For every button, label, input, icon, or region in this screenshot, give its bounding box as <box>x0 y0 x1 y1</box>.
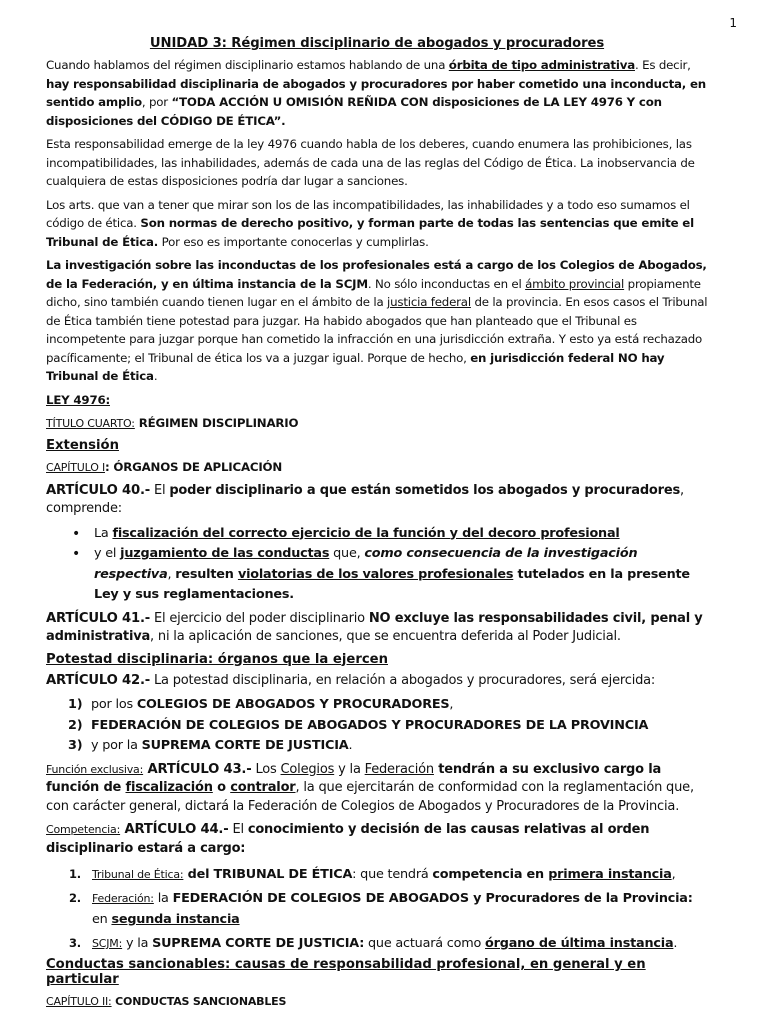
heading-text: RÉGIMEN DISCIPLINARIO <box>134 415 299 430</box>
list-number: 2) <box>68 717 83 733</box>
paragraph-intro <box>46 56 708 130</box>
list-item <box>46 524 708 545</box>
emphasis: conocimiento y decisión de las causas relativas al orden disciplinario estará a cargo: <box>46 822 650 856</box>
text: en <box>92 912 112 927</box>
text: Los arts. que van a tener que mirar son los de las incompatibilidades, las inhabilidades y a todo eso sumamos el código de ética. <box>46 197 690 230</box>
list-number: 2. <box>69 891 81 905</box>
text: , la que ejercitarán de conformidad con la reglamentación que, con carácter general, dictará la Federación de Colegios de Abogados y Procuradores de la Provincia. <box>46 780 694 814</box>
emphasis: La investigación sobre las inconductas de los profesionales está a cargo de los Colegios de Abogados, de la Federación, y en última instancia de la SCJM <box>46 258 707 291</box>
list-number: 3) <box>68 738 83 753</box>
list-item <box>46 864 708 885</box>
bullet-icon: • <box>72 525 81 542</box>
emphasis: tendrán a su exclusivo cargo la función de <box>46 761 662 795</box>
article-40 <box>46 482 708 519</box>
list-item <box>46 736 708 757</box>
text: y la <box>122 936 153 951</box>
chapter-one-heading <box>46 458 708 477</box>
list-item <box>46 888 708 930</box>
text: . <box>673 936 678 951</box>
text: y por la <box>91 738 142 753</box>
paragraph-articles <box>46 196 708 252</box>
emphasis: Son normas de derecho positivo, y forman parte de todas las sentencias que emite el Tribunal de Ética. <box>46 216 694 249</box>
article-44 <box>46 821 708 858</box>
text: La potestad disciplinaria, en relación a abogados y procuradores, será ejercida: <box>150 672 656 688</box>
text: El <box>150 482 170 498</box>
emphasis: resulten <box>175 566 238 582</box>
emphasis: contralor <box>230 780 296 795</box>
emphasis: COLEGIOS DE ABOGADOS Y PROCURADORES <box>136 697 450 712</box>
article-number: ARTÍCULO 44.- <box>120 822 229 837</box>
text: , por <box>141 95 172 109</box>
section-potestad: Potestad disciplinaria: órganos que la ejercen <box>46 651 388 667</box>
emphasis: poder disciplinario a que están sometidos los abogados y procuradores <box>169 482 681 498</box>
text: que, <box>329 546 365 561</box>
text: , ni la aplicación de sanciones, que se encuentra deferida al Poder Judicial. <box>150 629 621 644</box>
item-label: SCJM: <box>92 937 123 950</box>
article-label: Función exclusiva: <box>46 762 144 776</box>
text: , <box>167 566 176 582</box>
text: que actuará como <box>364 936 486 951</box>
section-extension: Extensión <box>46 437 119 453</box>
text: La <box>94 525 113 541</box>
heading-text: : ÓRGANOS DE APLICACIÓN <box>105 459 283 474</box>
emphasis: en jurisdicción federal NO hay Tribunal de Ética <box>46 350 665 383</box>
chapter-two-heading <box>46 992 708 1011</box>
item-label: Federación: <box>92 892 154 905</box>
emphasis: hay responsabilidad disciplinaria de abogados y procuradores por haber cometido una inconducta, en sentido amplio <box>46 76 706 109</box>
list-number: 1. <box>69 867 81 881</box>
heading-label: CAPÍTULO I <box>46 460 105 474</box>
section-conductas: Conductas sancionables: causas de responsabilidad profesional, en general y en particular <box>46 957 646 987</box>
underlined-text: ámbito provincial <box>525 276 625 291</box>
emphasis: como consecuencia de la investigación respectiva <box>94 546 638 582</box>
article-number: ARTÍCULO 42.- <box>46 672 151 688</box>
emphasis: FEDERACIÓN DE COLEGIOS DE ABOGADOS Y PROCURADORES DE LA PROVINCIA <box>91 717 649 733</box>
heading-label: TÍTULO CUARTO: <box>46 416 135 430</box>
document-title: UNIDAD 3: Régimen disciplinario de abogados y procuradores <box>149 36 605 51</box>
text: : que tendrá <box>352 867 433 882</box>
list-number: 3. <box>69 936 81 950</box>
emphasis: fiscalización <box>125 780 213 795</box>
emphasis: fiscalización del correcto ejercicio de la función y del decoro profesional <box>112 525 620 541</box>
underlined-text: justicia federal <box>387 295 471 309</box>
emphasis: violatorias de los valores profesionales <box>237 566 514 582</box>
list-item <box>46 544 708 606</box>
text: , <box>449 697 454 712</box>
emphasis: órgano de última instancia <box>485 936 674 951</box>
text: Cuando hablamos del régimen disciplinario estamos hablando de una <box>46 58 449 72</box>
text: por los <box>91 697 137 712</box>
article-43 <box>46 761 708 817</box>
paragraph-responsibility: Esta responsabilidad emerge de la ley 4976 cuando habla de los deberes, cuando enumera las prohibiciones, las incompatibilidades, las inhabilidades, además de cada una de las reglas del Código de Ética. La inobservancia de cualquiera de estas disposiciones podría dar lugar a sanciones. <box>46 137 695 188</box>
text: . <box>348 738 353 753</box>
text: . <box>153 369 158 383</box>
text: de la provincia. En esos casos el Tribunal de Ética también tiene potestad para juzgar. Ha habido abogados que han planteado que el Tribunal es incompetente para juzgar porque han cometido la infracción en una jurisdicción extraña. Y esto ya está rechazado pacíficamente; el Tribunal de ética los va a juzgar igual. Porque de hecho, <box>46 295 708 365</box>
text: , <box>671 867 676 882</box>
emphasis: competencia en <box>432 867 549 882</box>
text: El ejercicio del poder disciplinario <box>150 610 369 626</box>
text: y el <box>94 546 121 561</box>
article-number: ARTÍCULO 40.- <box>46 482 151 498</box>
article-number: ARTÍCULO 41.- <box>46 610 151 626</box>
item-label: Tribunal de Ética: <box>92 868 184 881</box>
heading-text: CONDUCTAS SANCIONABLES <box>111 995 287 1008</box>
emphasis: “TODA ACCIÓN U OMISIÓN REÑIDA CON disposiciones de LA LEY 4976 Y con disposiciones del CÓDIGO DE ÉTICA”. <box>46 95 662 128</box>
emphasis: del TRIBUNAL DE ÉTICA <box>183 867 353 882</box>
text: propiamente dicho, sino también cuando tienen lugar en el ámbito de la <box>46 276 701 309</box>
article-label: Competencia: <box>46 823 121 836</box>
text: la <box>153 891 173 906</box>
bullet-icon: • <box>72 546 81 562</box>
text: El <box>228 822 248 837</box>
title-heading <box>46 414 708 433</box>
emphasis: SUPREMA CORTE DE JUSTICIA <box>141 738 349 753</box>
text: . No sólo inconductas en el <box>367 276 526 291</box>
emphasis: segunda instancia <box>111 912 240 927</box>
list-item <box>46 933 708 954</box>
article-number: ARTÍCULO 43.- <box>143 761 252 777</box>
emphasis: SUPREMA CORTE DE JUSTICIA: <box>152 936 365 951</box>
article-42-list <box>46 695 708 757</box>
emphasis: tutelados en la presente Ley y sus reglamentaciones. <box>94 566 690 602</box>
emphasis: juzgamiento de las conductas <box>120 546 330 561</box>
emphasis: FEDERACIÓN DE COLEGIOS DE ABOGADOS y Procuradores de la Provincia: <box>172 891 693 906</box>
emphasis: o <box>212 780 231 795</box>
list-item <box>46 716 708 737</box>
article-44-list <box>46 864 708 954</box>
article-41 <box>46 610 708 647</box>
emphasis: primera instancia <box>548 867 672 882</box>
text: Por eso es importante conocerlas y cumplirlas. <box>158 234 429 249</box>
text: y la <box>334 761 365 777</box>
text: Los <box>251 761 281 777</box>
emphasis: órbita de tipo administrativa <box>448 58 635 72</box>
list-item <box>46 695 708 716</box>
article-40-list <box>46 524 708 606</box>
text: , comprende: <box>46 482 684 516</box>
underlined-text: Federación <box>364 761 434 777</box>
page-number: 1 <box>729 16 737 30</box>
heading-label: CAPÍTULO II: <box>46 995 112 1008</box>
paragraph-investigation <box>46 256 708 386</box>
law-heading: LEY 4976: <box>46 392 110 407</box>
text: . Es decir, <box>634 58 691 72</box>
emphasis: NO excluye las responsabilidades civil, penal y administrativa <box>46 610 703 644</box>
article-42 <box>46 672 708 691</box>
underlined-text: Colegios <box>280 761 335 777</box>
list-number: 1) <box>68 697 83 712</box>
